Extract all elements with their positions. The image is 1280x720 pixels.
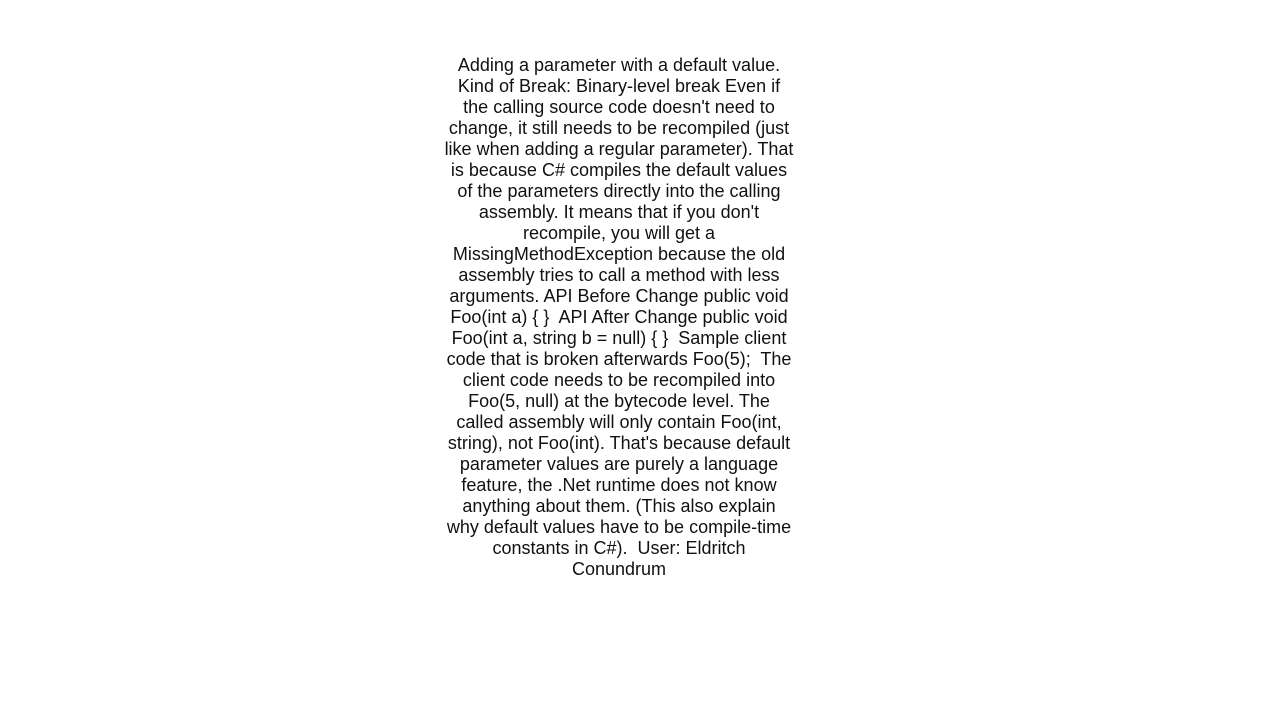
document-text: Adding a parameter with a default value. Kind of Break: Binary-level break Even if the calling source code doesn't need to change, it still needs to be recompiled (just like when adding a regular parameter). That is because C# compiles the default values of the parameters directly into the calling assembly. It means that if you don't recompile, you will get a MissingMethodException because the old assembly tries to call a method with less arguments. API Before Change public void Foo(int a) { } API After Change public void Foo(int a, string b = null) { } Sample client code that is broken afterwards Foo(5); The client code needs to be recompiled into Foo(5, null) at the bytecode level. The called assembly will only contain Foo(int, string), not Foo(int). That's because default parameter values are purely a language feature, the .Net runtime does not know anything about them. (This also explain why default values have to be compile-time constants in C#). User: Eldritch Conundrum	[444, 55, 799, 579]
